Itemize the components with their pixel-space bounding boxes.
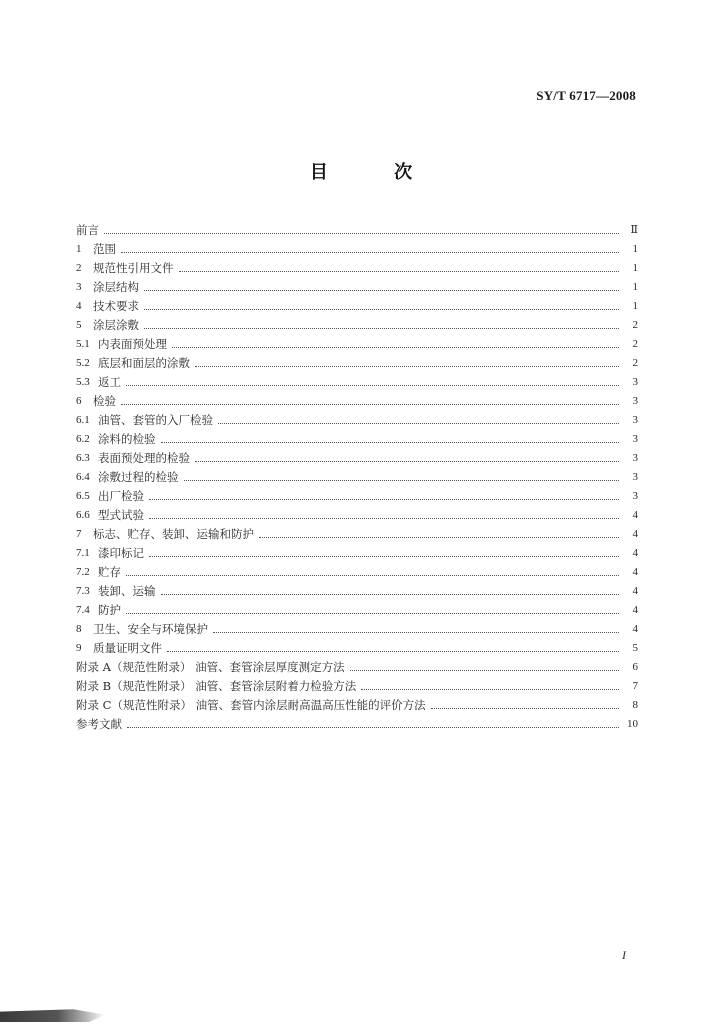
toc-entry-title: 油管、套管的入厂检验: [98, 413, 213, 427]
toc-entry-page: 1: [632, 243, 638, 255]
toc-entry[interactable]: [76, 446, 638, 465]
toc-entry-number: 6: [76, 395, 82, 407]
toc-entry[interactable]: [76, 674, 638, 693]
toc-entry[interactable]: [76, 427, 638, 446]
toc-dot-leader: [195, 366, 619, 367]
toc-entry-title: 规范性引用文件: [93, 261, 174, 275]
toc-dot-leader: [184, 480, 620, 481]
toc-entry[interactable]: [76, 389, 638, 408]
toc-entry-number: 6.3: [76, 452, 90, 464]
toc-entry-page: 3: [632, 452, 638, 464]
toc-entry-title: 贮存: [98, 565, 121, 579]
toc-entry-number: 7: [76, 528, 82, 540]
toc-entry[interactable]: [76, 560, 638, 579]
toc-dot-leader: [149, 499, 619, 500]
toc-entry-number: 6.4: [76, 471, 90, 483]
toc-entry[interactable]: [76, 484, 638, 503]
toc-entry[interactable]: [76, 693, 638, 712]
toc-entry[interactable]: [76, 636, 638, 655]
toc-entry-number: 5.1: [76, 338, 90, 350]
toc-entry-page: 7: [632, 680, 638, 692]
toc-dot-leader: [127, 727, 619, 728]
toc-entry-title: 底层和面层的涂敷: [98, 356, 190, 370]
toc-entry-page: 4: [632, 623, 638, 635]
toc-entry-title: 表面预处理的检验: [98, 451, 190, 465]
toc-entry-page: 3: [632, 433, 638, 445]
toc-entry-number: 7.2: [76, 566, 90, 578]
toc-entry-title: 参考文献: [76, 717, 122, 731]
toc-entry-number: 5: [76, 319, 82, 331]
toc-entry-number: 2: [76, 262, 82, 274]
toc-dot-leader: [218, 423, 619, 424]
toc-entry-page: 4: [632, 528, 638, 540]
toc-entry-title: 涂敷过程的检验: [98, 470, 179, 484]
toc-entry-number: 8: [76, 623, 82, 635]
toc-entry[interactable]: [76, 351, 638, 370]
toc-entry-title: 涂层涂敷: [93, 318, 139, 332]
toc-entry-page: 3: [632, 395, 638, 407]
toc-dot-leader: [126, 613, 619, 614]
toc-entry-title: 附录 B（规范性附录） 油管、套管涂层附着力检验方法: [76, 679, 357, 693]
toc-entry-title: 装卸、运输: [98, 584, 156, 598]
toc-dot-leader: [126, 575, 619, 576]
toc-entry[interactable]: [76, 579, 638, 598]
toc-entry-title: 技术要求: [93, 299, 139, 313]
toc-dot-leader: [121, 404, 619, 405]
toc-entry-page: 6: [632, 661, 638, 673]
toc-entry-number: 7.3: [76, 585, 90, 597]
toc-entry-page: 10: [627, 718, 638, 730]
toc-entry[interactable]: [76, 598, 638, 617]
toc-entry[interactable]: [76, 237, 638, 256]
toc-entry[interactable]: [76, 218, 638, 237]
toc-dot-leader: [350, 670, 619, 671]
toc-dot-leader: [172, 347, 619, 348]
table-of-contents: [76, 218, 638, 731]
toc-entry[interactable]: [76, 294, 638, 313]
toc-entry-page: 1: [632, 262, 638, 274]
toc-dot-leader: [144, 328, 619, 329]
toc-dot-leader: [149, 556, 619, 557]
toc-entry-page: 4: [632, 585, 638, 597]
toc-entry[interactable]: [76, 655, 638, 674]
toc-entry-title: 漆印标记: [98, 546, 144, 560]
toc-entry-number: 5.2: [76, 357, 90, 369]
toc-dot-leader: [431, 708, 619, 709]
toc-entry-page: 4: [632, 509, 638, 521]
toc-entry-title: 标志、贮存、装卸、运输和防护: [93, 527, 254, 541]
toc-entry-number: 7.4: [76, 604, 90, 616]
toc-entry[interactable]: [76, 541, 638, 560]
toc-entry-page: 3: [632, 376, 638, 388]
toc-entry-title: 前言: [76, 223, 99, 237]
toc-dot-leader: [361, 689, 619, 690]
toc-dot-leader: [126, 385, 619, 386]
toc-entry-number: 5.3: [76, 376, 90, 388]
toc-entry[interactable]: [76, 313, 638, 332]
toc-dot-leader: [161, 594, 620, 595]
toc-entry-number: 3: [76, 281, 82, 293]
page-number: I: [622, 948, 626, 962]
toc-dot-leader: [213, 632, 619, 633]
toc-dot-leader: [179, 271, 620, 272]
toc-dot-leader: [144, 309, 619, 310]
toc-entry-page: Ⅱ: [630, 224, 638, 236]
toc-entry-number: 6.2: [76, 433, 90, 445]
toc-entry-title: 返工: [98, 375, 121, 389]
toc-dot-leader: [149, 518, 619, 519]
toc-entry-number: 4: [76, 300, 82, 312]
toc-entry-page: 1: [632, 281, 638, 293]
toc-entry[interactable]: [76, 370, 638, 389]
toc-entry-title: 出厂检验: [98, 489, 144, 503]
toc-entry-number: 6.5: [76, 490, 90, 502]
toc-entry-page: 4: [632, 604, 638, 616]
toc-dot-leader: [104, 233, 619, 234]
toc-entry-title: 涂层结构: [93, 280, 139, 294]
toc-entry[interactable]: [76, 712, 638, 731]
toc-entry-title: 型式试验: [98, 508, 144, 522]
toc-entry-number: 7.1: [76, 547, 90, 559]
toc-entry[interactable]: [76, 275, 638, 294]
toc-entry-page: 2: [632, 338, 638, 350]
toc-dot-leader: [161, 442, 620, 443]
toc-entry[interactable]: [76, 503, 638, 522]
toc-entry-page: 2: [632, 319, 638, 331]
toc-entry[interactable]: [76, 465, 638, 484]
toc-entry-page: 4: [632, 547, 638, 559]
toc-entry-page: 8: [632, 699, 638, 711]
toc-entry-title: 附录 C（规范性附录） 油管、套管内涂层耐高温高压性能的评价方法: [76, 698, 426, 712]
toc-entry-title: 防护: [98, 603, 121, 617]
toc-dot-leader: [195, 461, 619, 462]
toc-entry-title: 附录 A（规范性附录） 油管、套管涂层厚度测定方法: [76, 660, 345, 674]
toc-entry-page: 1: [632, 300, 638, 312]
page-title: 目 次: [309, 162, 443, 183]
toc-entry[interactable]: [76, 332, 638, 351]
toc-entry-page: 3: [632, 490, 638, 502]
toc-dot-leader: [259, 537, 619, 538]
toc-entry[interactable]: [76, 256, 638, 275]
toc-entry[interactable]: [76, 408, 638, 427]
toc-entry-page: 2: [632, 357, 638, 369]
toc-entry-title: 内表面预处理: [98, 337, 167, 351]
toc-entry-title: 质量证明文件: [93, 641, 162, 655]
toc-entry-page: 3: [632, 471, 638, 483]
toc-entry-title: 范围: [93, 242, 116, 256]
toc-entry[interactable]: [76, 617, 638, 636]
toc-dot-leader: [167, 651, 619, 652]
toc-entry-number: 1: [76, 243, 82, 255]
toc-entry-page: 3: [632, 414, 638, 426]
toc-dot-leader: [121, 252, 619, 253]
toc-entry-number: 9: [76, 642, 82, 654]
toc-entry[interactable]: [76, 522, 638, 541]
standard-code: SY/T 6717—2008: [536, 88, 636, 103]
toc-entry-title: 卫生、安全与环境保护: [93, 622, 208, 636]
toc-dot-leader: [144, 290, 619, 291]
toc-entry-number: 6.1: [76, 414, 90, 426]
toc-entry-page: 4: [632, 566, 638, 578]
toc-entry-page: 5: [632, 642, 638, 654]
scan-artifact: [0, 1006, 105, 1022]
toc-entry-number: 6.6: [76, 509, 90, 521]
toc-entry-title: 检验: [93, 394, 116, 408]
toc-entry-title: 涂料的检验: [98, 432, 156, 446]
